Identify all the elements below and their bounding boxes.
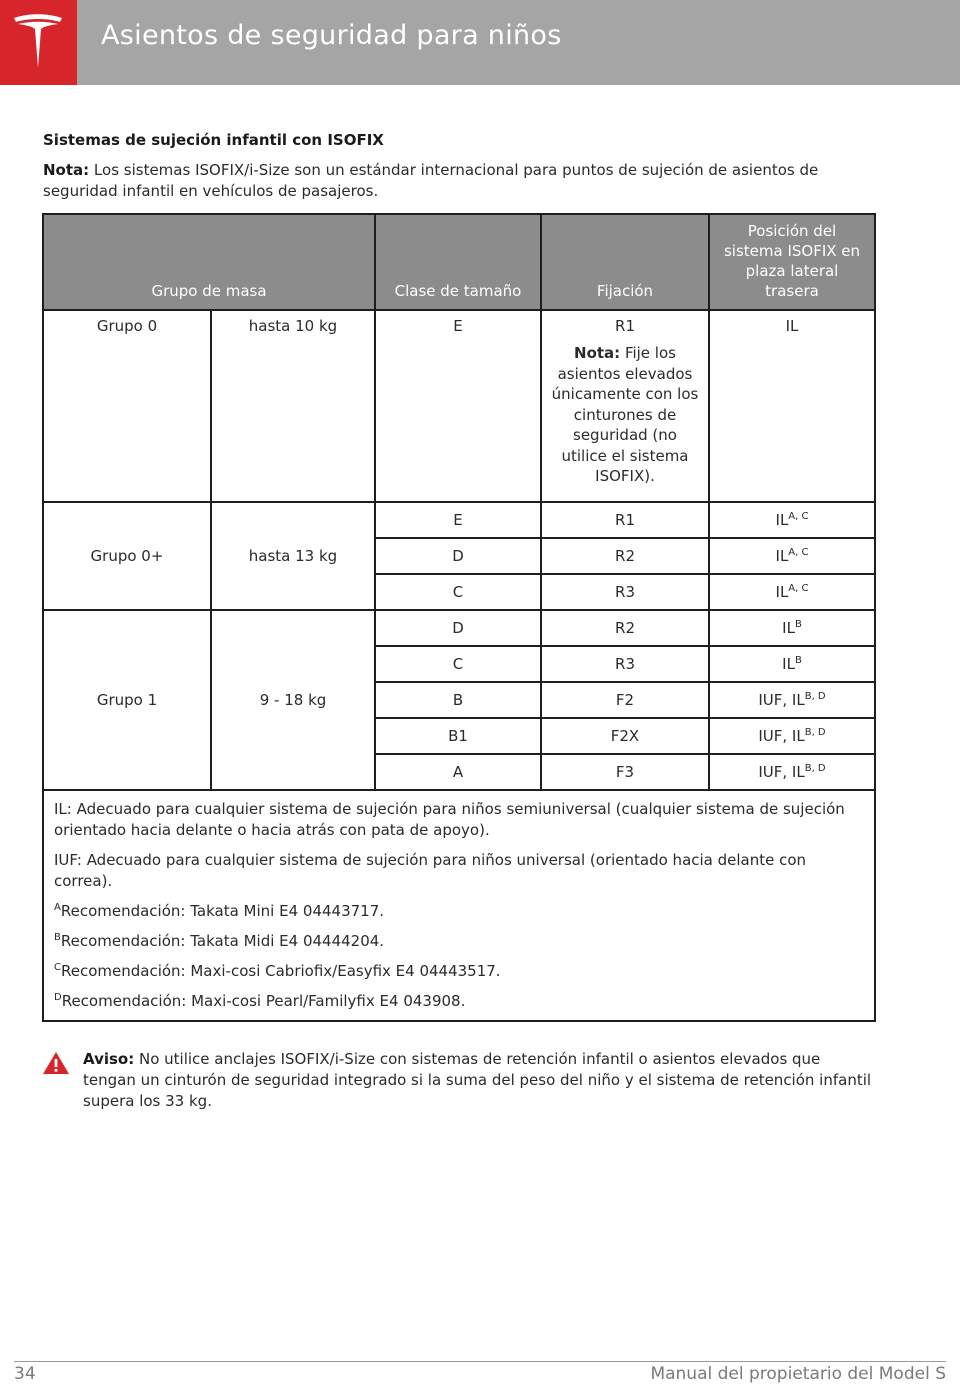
tesla-logo: [0, 0, 77, 85]
footnote-ref: $^A$Recomendación: Takata Mini E4 04443717.: [54, 902, 385, 920]
cell-fixture: F3: [541, 754, 709, 790]
cell-weight: hasta 10 kg: [211, 310, 375, 502]
page-header: [0, 0, 960, 85]
cell-position: $IL^B$: [709, 610, 875, 646]
section-title: Sistemas de sujeción infantil con ISOFIX: [43, 131, 384, 149]
warning-label: Aviso:: [83, 1050, 135, 1068]
cell-fixture: F2: [541, 682, 709, 718]
page-number: 34: [14, 1364, 36, 1384]
table-row: [43, 310, 875, 502]
cell-group: Grupo 0: [43, 310, 211, 502]
cell-size: B: [375, 682, 541, 718]
fixture-note: [548, 343, 702, 487]
table-footnotes: [43, 790, 875, 1021]
tesla-logo-icon: [12, 14, 64, 70]
cell-position: IUF, $IL^{B, D}$: [709, 682, 875, 718]
footnote-il: IL: Adecuado para cualquier sistema de sujeción para niños semiuniversal (cualquier sistema de sujeción orientado hacia delante o hacia atrás con pata de apoyo).: [54, 800, 845, 839]
note-label: Nota:: [43, 161, 90, 179]
warning-text: [83, 1049, 873, 1112]
cell-weight: hasta 13 kg: [211, 502, 375, 610]
cell-size: A: [375, 754, 541, 790]
cell-fixture: F2X: [541, 718, 709, 754]
cell-fixture: R2: [541, 538, 709, 574]
table-row: [43, 610, 875, 646]
note-text: Los sistemas ISOFIX/i-Size son un estándar internacional para puntos de sujeción de asientos de seguridad infantil en vehículos de pasajeros.: [43, 161, 819, 200]
footnote-ref: $^D$Recomendación: Maxi-cosi Pearl/Familyfix E4 043908.: [54, 992, 466, 1010]
cell-position: IUF, $IL^{B, D}$: [709, 754, 875, 790]
cell-size: C: [375, 574, 541, 610]
table-row: [43, 502, 875, 538]
cell-position: IUF, $IL^{B, D}$: [709, 718, 875, 754]
fixture-value: R1: [615, 317, 635, 335]
cell-fixture: R1: [541, 502, 709, 538]
page-header-title: Asientos de seguridad para niños: [101, 20, 562, 51]
footnotes-row: [43, 790, 875, 1021]
header-size-class: Clase de tamaño: [375, 214, 541, 310]
footnote-ref: $^C$Recomendación: Maxi-cosi Cabriofix/Easyfix E4 04443517.: [54, 962, 501, 980]
cell-position: $IL^{A, C}$: [709, 502, 875, 538]
isofix-note: [43, 160, 833, 202]
cell-fixture: [541, 310, 709, 502]
cell-position: IL: [709, 310, 875, 502]
cell-size: B1: [375, 718, 541, 754]
cell-size: C: [375, 646, 541, 682]
warning-body: No utilice anclajes ISOFIX/i-Size con sistemas de retención infantil o asientos elevados que tengan un cinturón de seguridad integrado si la suma del peso del niño y el sistema de retención infantil supera los 33 kg.: [83, 1050, 872, 1110]
cell-position: $IL^B$: [709, 646, 875, 682]
cell-group: Grupo 0+: [43, 502, 211, 610]
header-mass-group: Grupo de masa: [43, 214, 375, 310]
cell-position: $IL^{A, C}$: [709, 538, 875, 574]
cell-fixture: R3: [541, 574, 709, 610]
cell-group: Grupo 1: [43, 610, 211, 790]
fixture-note-label: Nota:: [574, 344, 621, 362]
cell-size: D: [375, 538, 541, 574]
cell-fixture: R2: [541, 610, 709, 646]
footer-divider: [14, 1361, 946, 1362]
cell-size: D: [375, 610, 541, 646]
table-header-row: [43, 214, 875, 310]
cell-size: E: [375, 502, 541, 538]
cell-position: $IL^{A, C}$: [709, 574, 875, 610]
footnote-iuf: IUF: Adecuado para cualquier sistema de sujeción para niños universal (orientado hacia delante con correa).: [54, 851, 807, 890]
fixture-note-text: Fije los asientos elevados únicamente con los cinturones de seguridad (no utilice el sistema ISOFIX).: [551, 344, 699, 485]
manual-title: Manual del propietario del Model S: [650, 1364, 946, 1384]
warning-triangle-icon: [42, 1051, 70, 1075]
header-fixture: Fijación: [541, 214, 709, 310]
cell-weight: 9 - 18 kg: [211, 610, 375, 790]
isofix-table: [42, 213, 876, 1022]
header-isofix-position: Posición del sistema ISOFIX en plaza lateral trasera: [709, 214, 875, 310]
footnote-ref: $^B$Recomendación: Takata Midi E4 04444204.: [54, 932, 385, 950]
cell-fixture: R3: [541, 646, 709, 682]
cell-size: E: [375, 310, 541, 502]
